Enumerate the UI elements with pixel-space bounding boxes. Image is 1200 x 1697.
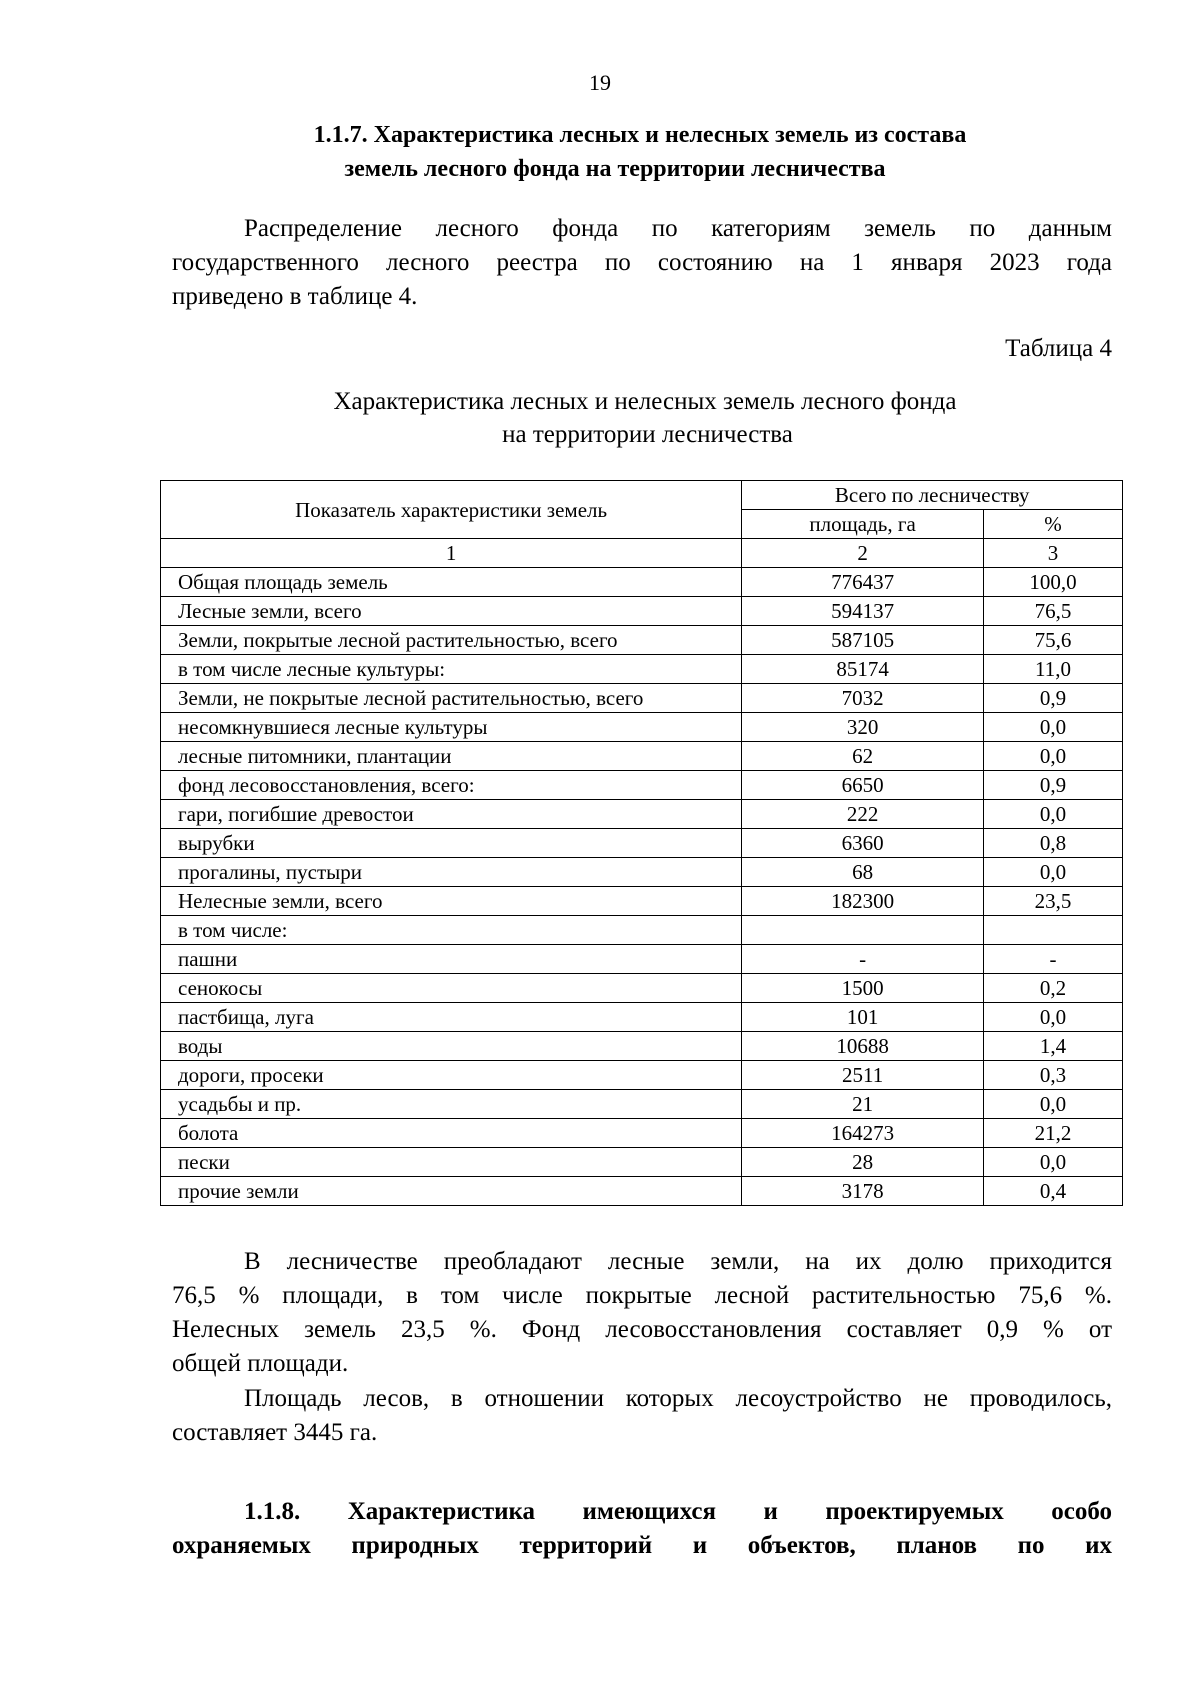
column-numbers-row xyxy=(161,539,1123,568)
row-area-cell: 164273 xyxy=(742,1119,984,1148)
table-row xyxy=(161,597,1123,626)
row-name-cell: вырубки xyxy=(161,829,742,858)
table-caption xyxy=(0,385,1200,451)
land-characteristics-table xyxy=(160,480,1123,1206)
row-percent-cell: 0,0 xyxy=(983,858,1122,887)
header-indicator: Показатель характеристики земель xyxy=(161,481,742,539)
row-area-cell: 1500 xyxy=(742,974,984,1003)
table-row xyxy=(161,1003,1123,1032)
row-area-cell: 182300 xyxy=(742,887,984,916)
row-percent-cell xyxy=(983,916,1122,945)
row-area-cell: 101 xyxy=(742,1003,984,1032)
row-name-cell: сенокосы xyxy=(161,974,742,1003)
row-percent-cell: 11,0 xyxy=(983,655,1122,684)
row-name-cell: пашни xyxy=(161,945,742,974)
row-area-cell: 68 xyxy=(742,858,984,887)
row-percent-cell: 0,9 xyxy=(983,771,1122,800)
table-row xyxy=(161,887,1123,916)
table-caption-line-1: Характеристика лесных и нелесных земель лесного фонда xyxy=(333,388,957,415)
row-area-cell: 28 xyxy=(742,1148,984,1177)
row-percent-cell: 0,0 xyxy=(983,1090,1122,1119)
section-title-line-2: земель лесного фонда на территории лесничества xyxy=(344,156,886,182)
row-percent-cell: - xyxy=(983,945,1122,974)
row-name-cell: гари, погибшие древостои xyxy=(161,800,742,829)
row-percent-cell: 0,0 xyxy=(983,800,1122,829)
row-name-cell: прочие земли xyxy=(161,1177,742,1206)
intro-line-1: Распределение лесного фонда по категориям земель по данным xyxy=(244,215,1112,242)
row-area-cell: 776437 xyxy=(742,568,984,597)
row-area-cell: 6650 xyxy=(742,771,984,800)
row-name-cell: в том числе: xyxy=(161,916,742,945)
row-area-cell: 85174 xyxy=(742,655,984,684)
row-area-cell: 10688 xyxy=(742,1032,984,1061)
row-area-cell: 21 xyxy=(742,1090,984,1119)
row-area-cell xyxy=(742,916,984,945)
row-name-cell: прогалины, пустыри xyxy=(161,858,742,887)
row-area-cell: 3178 xyxy=(742,1177,984,1206)
row-percent-cell: 0,0 xyxy=(983,1148,1122,1177)
table-row xyxy=(161,1032,1123,1061)
summary-line-4: общей площади. xyxy=(172,1350,349,1377)
table-row xyxy=(161,800,1123,829)
table-label: Таблица 4 xyxy=(1005,335,1112,362)
next-section-heading xyxy=(172,1495,1112,1563)
row-percent-cell: 23,5 xyxy=(983,887,1122,916)
row-percent-cell: 75,6 xyxy=(983,626,1122,655)
unmanaged-line-2: составляет 3445 га. xyxy=(172,1419,378,1446)
table-row xyxy=(161,713,1123,742)
row-percent-cell: 100,0 xyxy=(983,568,1122,597)
row-percent-cell: 0,0 xyxy=(983,713,1122,742)
row-percent-cell: 0,9 xyxy=(983,684,1122,713)
column-number-3: 3 xyxy=(983,539,1122,568)
table-row xyxy=(161,771,1123,800)
row-name-cell: пастбища, луга xyxy=(161,1003,742,1032)
table-caption-line-2: на территории лесничества xyxy=(502,421,793,448)
row-name-cell: Общая площадь земель xyxy=(161,568,742,597)
row-area-cell: 62 xyxy=(742,742,984,771)
table-header-row xyxy=(161,481,1123,510)
row-percent-cell: 0,3 xyxy=(983,1061,1122,1090)
row-area-cell: - xyxy=(742,945,984,974)
table-row xyxy=(161,1090,1123,1119)
row-name-cell: фонд лесовосстановления, всего: xyxy=(161,771,742,800)
row-name-cell: Земли, не покрытые лесной растительностью, всего xyxy=(161,684,742,713)
row-percent-cell: 0,2 xyxy=(983,974,1122,1003)
table-row xyxy=(161,742,1123,771)
intro-line-3: приведено в таблице 4. xyxy=(172,283,418,310)
row-name-cell: дороги, просеки xyxy=(161,1061,742,1090)
row-area-cell: 594137 xyxy=(742,597,984,626)
table-row xyxy=(161,916,1123,945)
row-area-cell: 320 xyxy=(742,713,984,742)
intro-line-2: государственного лесного реестра по состоянию на 1 января 2023 года xyxy=(172,249,1112,276)
column-number-1: 1 xyxy=(161,539,742,568)
next-section-line-2: охраняемых природных территорий и объектов, планов по их xyxy=(172,1532,1112,1559)
row-name-cell: в том числе лесные культуры: xyxy=(161,655,742,684)
table-row xyxy=(161,1061,1123,1090)
table-row xyxy=(161,626,1123,655)
row-percent-cell: 1,4 xyxy=(983,1032,1122,1061)
row-area-cell: 6360 xyxy=(742,829,984,858)
row-name-cell: несомкнувшиеся лесные культуры xyxy=(161,713,742,742)
table-row xyxy=(161,655,1123,684)
column-number-2: 2 xyxy=(742,539,984,568)
table-row xyxy=(161,829,1123,858)
summary-line-1: В лесничестве преобладают лесные земли, на их долю приходится xyxy=(244,1248,1112,1275)
row-area-cell: 2511 xyxy=(742,1061,984,1090)
table-row xyxy=(161,974,1123,1003)
row-percent-cell: 76,5 xyxy=(983,597,1122,626)
table-row xyxy=(161,568,1123,597)
row-area-cell: 222 xyxy=(742,800,984,829)
unmanaged-forest-paragraph xyxy=(172,1382,1112,1450)
row-area-cell: 7032 xyxy=(742,684,984,713)
row-name-cell: усадьбы и пр. xyxy=(161,1090,742,1119)
summary-line-3: Нелесных земель 23,5 %. Фонд лесовосстановления составляет 0,9 % от xyxy=(172,1316,1112,1343)
row-name-cell: болота xyxy=(161,1119,742,1148)
row-name-cell: Земли, покрытые лесной растительностью, всего xyxy=(161,626,742,655)
table-row xyxy=(161,1148,1123,1177)
row-percent-cell: 0,0 xyxy=(983,742,1122,771)
summary-line-2: 76,5 % площади, в том числе покрытые лесной растительностью 75,6 %. xyxy=(172,1282,1112,1309)
row-name-cell: лесные питомники, плантации xyxy=(161,742,742,771)
header-total-group: Всего по лесничеству xyxy=(742,481,1123,510)
table-row xyxy=(161,1119,1123,1148)
table-row xyxy=(161,945,1123,974)
table-row xyxy=(161,858,1123,887)
next-section-line-1: 1.1.8. Характеристика имеющихся и проектируемых особо xyxy=(244,1498,1112,1525)
table-row xyxy=(161,684,1123,713)
row-percent-cell: 0,8 xyxy=(983,829,1122,858)
row-percent-cell: 0,0 xyxy=(983,1003,1122,1032)
table-row xyxy=(161,1177,1123,1206)
header-percent: % xyxy=(983,510,1122,539)
summary-paragraph xyxy=(172,1245,1112,1381)
row-percent-cell: 21,2 xyxy=(983,1119,1122,1148)
row-percent-cell: 0,4 xyxy=(983,1177,1122,1206)
row-name-cell: Нелесные земли, всего xyxy=(161,887,742,916)
header-area: площадь, га xyxy=(742,510,984,539)
unmanaged-line-1: Площадь лесов, в отношении которых лесоустройство не проводилось, xyxy=(244,1385,1112,1412)
page-number: 19 xyxy=(589,70,611,95)
row-name-cell: воды xyxy=(161,1032,742,1061)
section-title-line-1: 1.1.7. Характеристика лесных и нелесных земель из состава xyxy=(313,122,967,148)
row-name-cell: пески xyxy=(161,1148,742,1177)
row-name-cell: Лесные земли, всего xyxy=(161,597,742,626)
intro-paragraph xyxy=(172,212,1112,314)
row-area-cell: 587105 xyxy=(742,626,984,655)
